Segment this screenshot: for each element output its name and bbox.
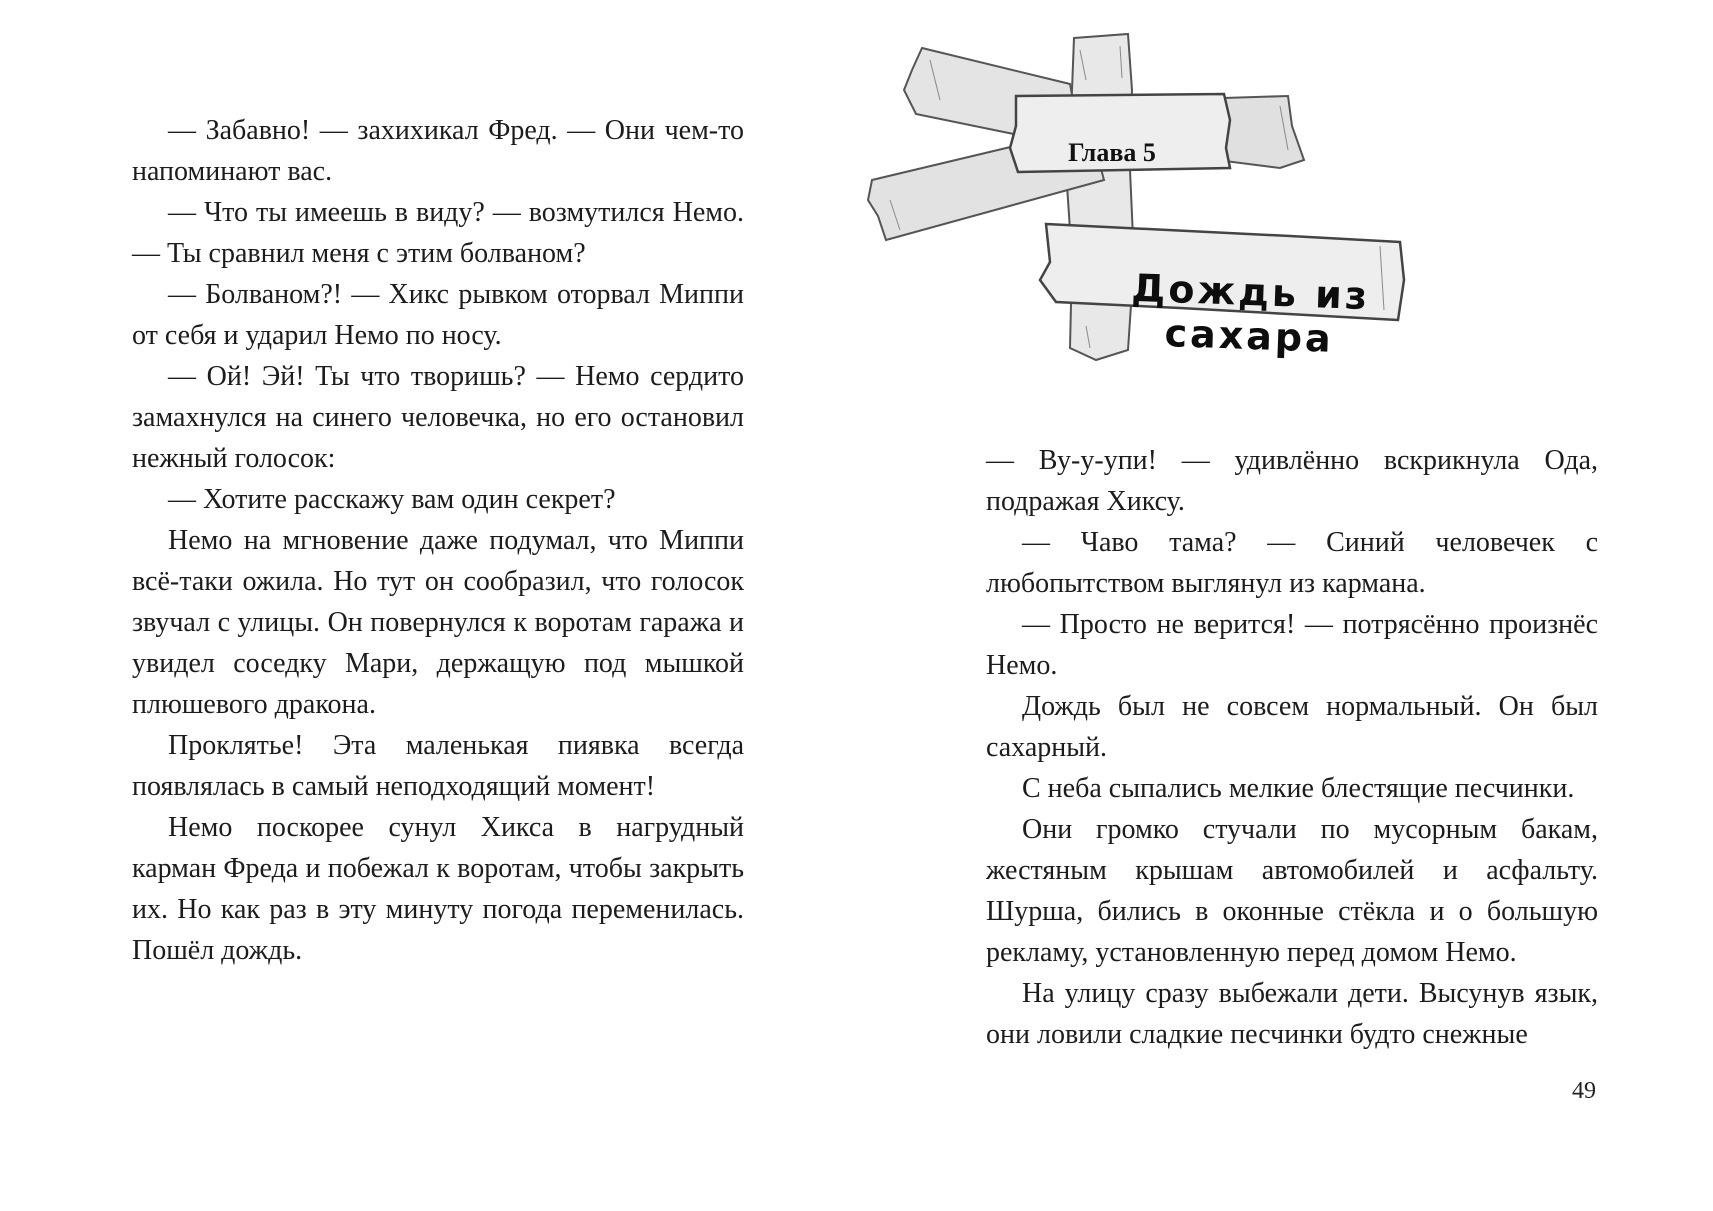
right-page — [856, 0, 1713, 1211]
left-page — [0, 0, 856, 1211]
paragraph: — Хотите расскажу вам один секрет? — [168, 484, 616, 515]
page-number: 49 — [1572, 1078, 1596, 1104]
chapter-number-label: Глава 5 — [1068, 138, 1156, 167]
left-text-column — [132, 110, 744, 971]
paragraph: — Что ты имеешь в виду? — возмутился Немо. — Ты сравнил меня с этим болваном? — [132, 197, 744, 269]
paragraph: — Чаво тама? — Синий человечек с любопытством выглянул из кармана. — [986, 527, 1598, 599]
chapter-heading-illustration — [860, 30, 1470, 370]
right-text-column — [986, 440, 1598, 1055]
paragraph: С неба сыпались мелкие блестящие песчинки. — [1022, 773, 1575, 804]
paragraph: — Болваном?! — Хикс рывком оторвал Миппи от себя и ударил Немо по носу. — [132, 279, 744, 351]
paragraph: Немо на мгновение даже подумал, что Миппи всё-таки ожила. Но тут он сообразил, что голосок звучал с улицы. Он повернулся к воротам гаража и увидел соседку Мари, держащую под мышкой плюшевого дракона. — [132, 525, 744, 720]
chapter-title: Дождь из сахара — [1130, 265, 1371, 361]
paragraph: — Просто не верится! — потрясённо произнёс Немо. — [986, 609, 1598, 681]
paragraph: — Ой! Эй! Ты что творишь? — Немо сердито замахнулся на синего человечка, но его остановил нежный голосок: — [132, 361, 744, 474]
paragraph: — Забавно! — захихикал Фред. — Они чем-то напоминают вас. — [132, 115, 744, 187]
paragraph: Дождь был не совсем нормальный. Он был сахарный. — [986, 691, 1598, 763]
paragraph: Проклятье! Эта маленькая пиявка всегда появлялась в самый неподходящий момент! — [132, 730, 744, 802]
paragraph: Немо поскорее сунул Хикса в нагрудный карман Фреда и побежал к воротам, чтобы закрыть их. Но как раз в эту минуту погода переменилась. Пошёл дождь. — [132, 812, 744, 966]
paragraph: — Ву-у-упи! — удивлённо вскрикнула Ода, подражая Хиксу. — [986, 445, 1598, 517]
paragraph: На улицу сразу выбежали дети. Высунув язык, они ловили сладкие песчинки будто снежные — [986, 978, 1598, 1050]
paragraph: Они громко стучали по мусорным бакам, жестяным крышам автомобилей и асфальту. Шурша, бились в оконные стёкла и о большую рекламу, установленную перед домом Немо. — [986, 814, 1598, 968]
